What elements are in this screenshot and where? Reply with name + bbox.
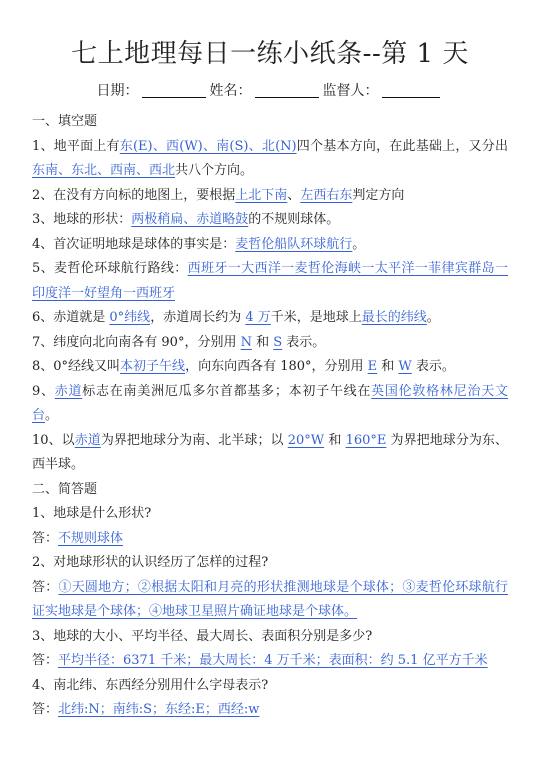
short-question-3: 3、地球的大小、平均半径、最大周长、表面积分别是多少?	[32, 628, 373, 644]
question-text: 和	[251, 334, 274, 350]
short-answer-1	[32, 527, 508, 552]
question-text: 7、纬度向北向南各有 90°，分别用	[32, 334, 241, 350]
page-title: 七上地理每日一练小纸条--第 1 天	[71, 39, 469, 69]
answer-text: W	[398, 359, 412, 374]
fill-item-8	[32, 355, 508, 380]
answer-text: 0°纬线	[109, 310, 151, 325]
question-text: 和	[377, 359, 399, 374]
question-text: 、	[287, 187, 301, 203]
question-text: 6、赤道就是	[32, 310, 110, 325]
question-text: 共八个方向。	[175, 163, 254, 178]
question-text: 3、地球的形状：	[32, 212, 132, 227]
question-text: 9、	[32, 383, 55, 399]
answer-text: 上北下南	[235, 187, 288, 203]
section-heading-fill-in: 一、填空题	[32, 114, 98, 129]
fill-item-4	[32, 233, 508, 258]
supervisor-blank	[382, 81, 440, 98]
question-text: 1、地平面上有	[32, 138, 120, 154]
answer-text: E	[367, 359, 378, 374]
answer-prefix: 答：	[32, 530, 59, 546]
fill-item-2	[32, 184, 508, 209]
fill-item-9	[32, 380, 508, 429]
header-fields	[0, 80, 540, 102]
question-text: 四个基本方向，在此基础上，又分出	[296, 138, 508, 154]
supervisor-label: 监督人：	[322, 83, 379, 99]
question-text: 为界把地球分为南、北半球；以	[100, 432, 288, 448]
answer-text: S	[273, 334, 283, 350]
answer-text: 麦哲伦船队环球航行	[235, 236, 353, 252]
answer-prefix: 答：	[32, 702, 59, 717]
short-question-2: 2、对地球形状的认识经历了怎样的过程?	[32, 555, 269, 570]
worksheet-content	[32, 110, 508, 723]
question-text: 。	[45, 408, 59, 423]
answer-text: 20°W	[287, 432, 325, 448]
answer-text: 东南、东北、西南、西北	[32, 163, 176, 178]
answer-text: 左西右东	[300, 187, 353, 203]
fill-item-6	[32, 306, 508, 331]
short-question-4: 4、南北纬、东西经分别用什么字母表示?	[32, 677, 269, 693]
answer-text: ①天圆地方；②根据太阳和月亮的形状推测地球是个球体；③麦哲伦环球航行证实地球是个球体；④地球卫星照片确证地球是个球体。	[32, 579, 508, 619]
answer-text: 本初子午线	[120, 359, 186, 374]
fill-item-7	[32, 331, 508, 356]
question-text: 5、麦哲伦环球航行路线：	[32, 261, 188, 276]
question-text: 的不规则球体。	[248, 212, 340, 227]
question-text: 千米，是地球上	[270, 310, 362, 325]
section-heading-short-answer: 二、简答题	[32, 481, 98, 497]
answer-prefix: 答：	[32, 653, 59, 668]
answer-text: 平均半径：6371 千米；最大周长：4 万千米；表面积：约 5.1 亿平方千米	[58, 653, 488, 668]
answer-text: 赤道	[54, 383, 83, 399]
name-label: 姓名：	[209, 83, 252, 99]
answer-text: 北纬:N；南纬:S；东经:E；西经:w	[58, 702, 260, 717]
question-text: 和	[324, 432, 346, 448]
question-text: 4、首次证明地球是球体的事实是：	[32, 236, 236, 252]
question-text: 。	[426, 310, 440, 325]
question-text: 标志在南美洲厄瓜多尔首都基多；本初子午线在	[82, 383, 372, 399]
answer-text: 两极稍扁、赤道略鼓	[131, 212, 249, 227]
question-text: 为界把地球分为东、西半球。	[32, 432, 508, 472]
answer-text: 西班牙一大西洋一麦哲伦海峡一太平洋一菲律宾群岛一印度洋一好望角一西班牙	[32, 261, 508, 301]
question-text: 表示。	[282, 334, 326, 350]
short-question-1: 1、地球是什么形状?	[32, 506, 152, 521]
question-text: 判定方向	[352, 187, 405, 203]
answer-text: N	[240, 334, 252, 350]
date-blank	[142, 81, 206, 98]
short-answer-4	[32, 698, 508, 723]
date-label: 日期：	[96, 83, 139, 99]
question-text: 8、0°经线又叫	[32, 359, 121, 374]
answer-text: 英国伦敦格林尼治天文台	[32, 383, 508, 423]
name-blank	[255, 81, 319, 98]
question-text: 10、以	[32, 432, 75, 448]
answer-text: 4 万	[245, 310, 271, 325]
fill-item-1	[32, 135, 508, 184]
answer-text: 160°E	[345, 432, 387, 448]
fill-item-10	[32, 429, 508, 478]
question-text: ，赤道周长约为	[150, 310, 246, 325]
answer-text: 不规则球体	[58, 530, 124, 546]
question-text: 。	[352, 236, 366, 252]
answer-text: 赤道	[74, 432, 101, 448]
answer-text: 东(E)、西(W)、南(S)、北(N)	[119, 138, 297, 154]
fill-item-5	[32, 257, 508, 306]
question-text: 表示。	[411, 359, 455, 374]
answer-text: 最长的纬线	[361, 310, 427, 325]
question-text: 2、在没有方向标的地图上，要根据	[32, 187, 236, 203]
fill-item-3	[32, 208, 508, 233]
short-answer-3	[32, 649, 508, 674]
question-text: ，向东向西各有 180°，分别用	[185, 359, 368, 374]
short-answer-2	[32, 576, 508, 625]
answer-prefix: 答：	[32, 579, 59, 595]
